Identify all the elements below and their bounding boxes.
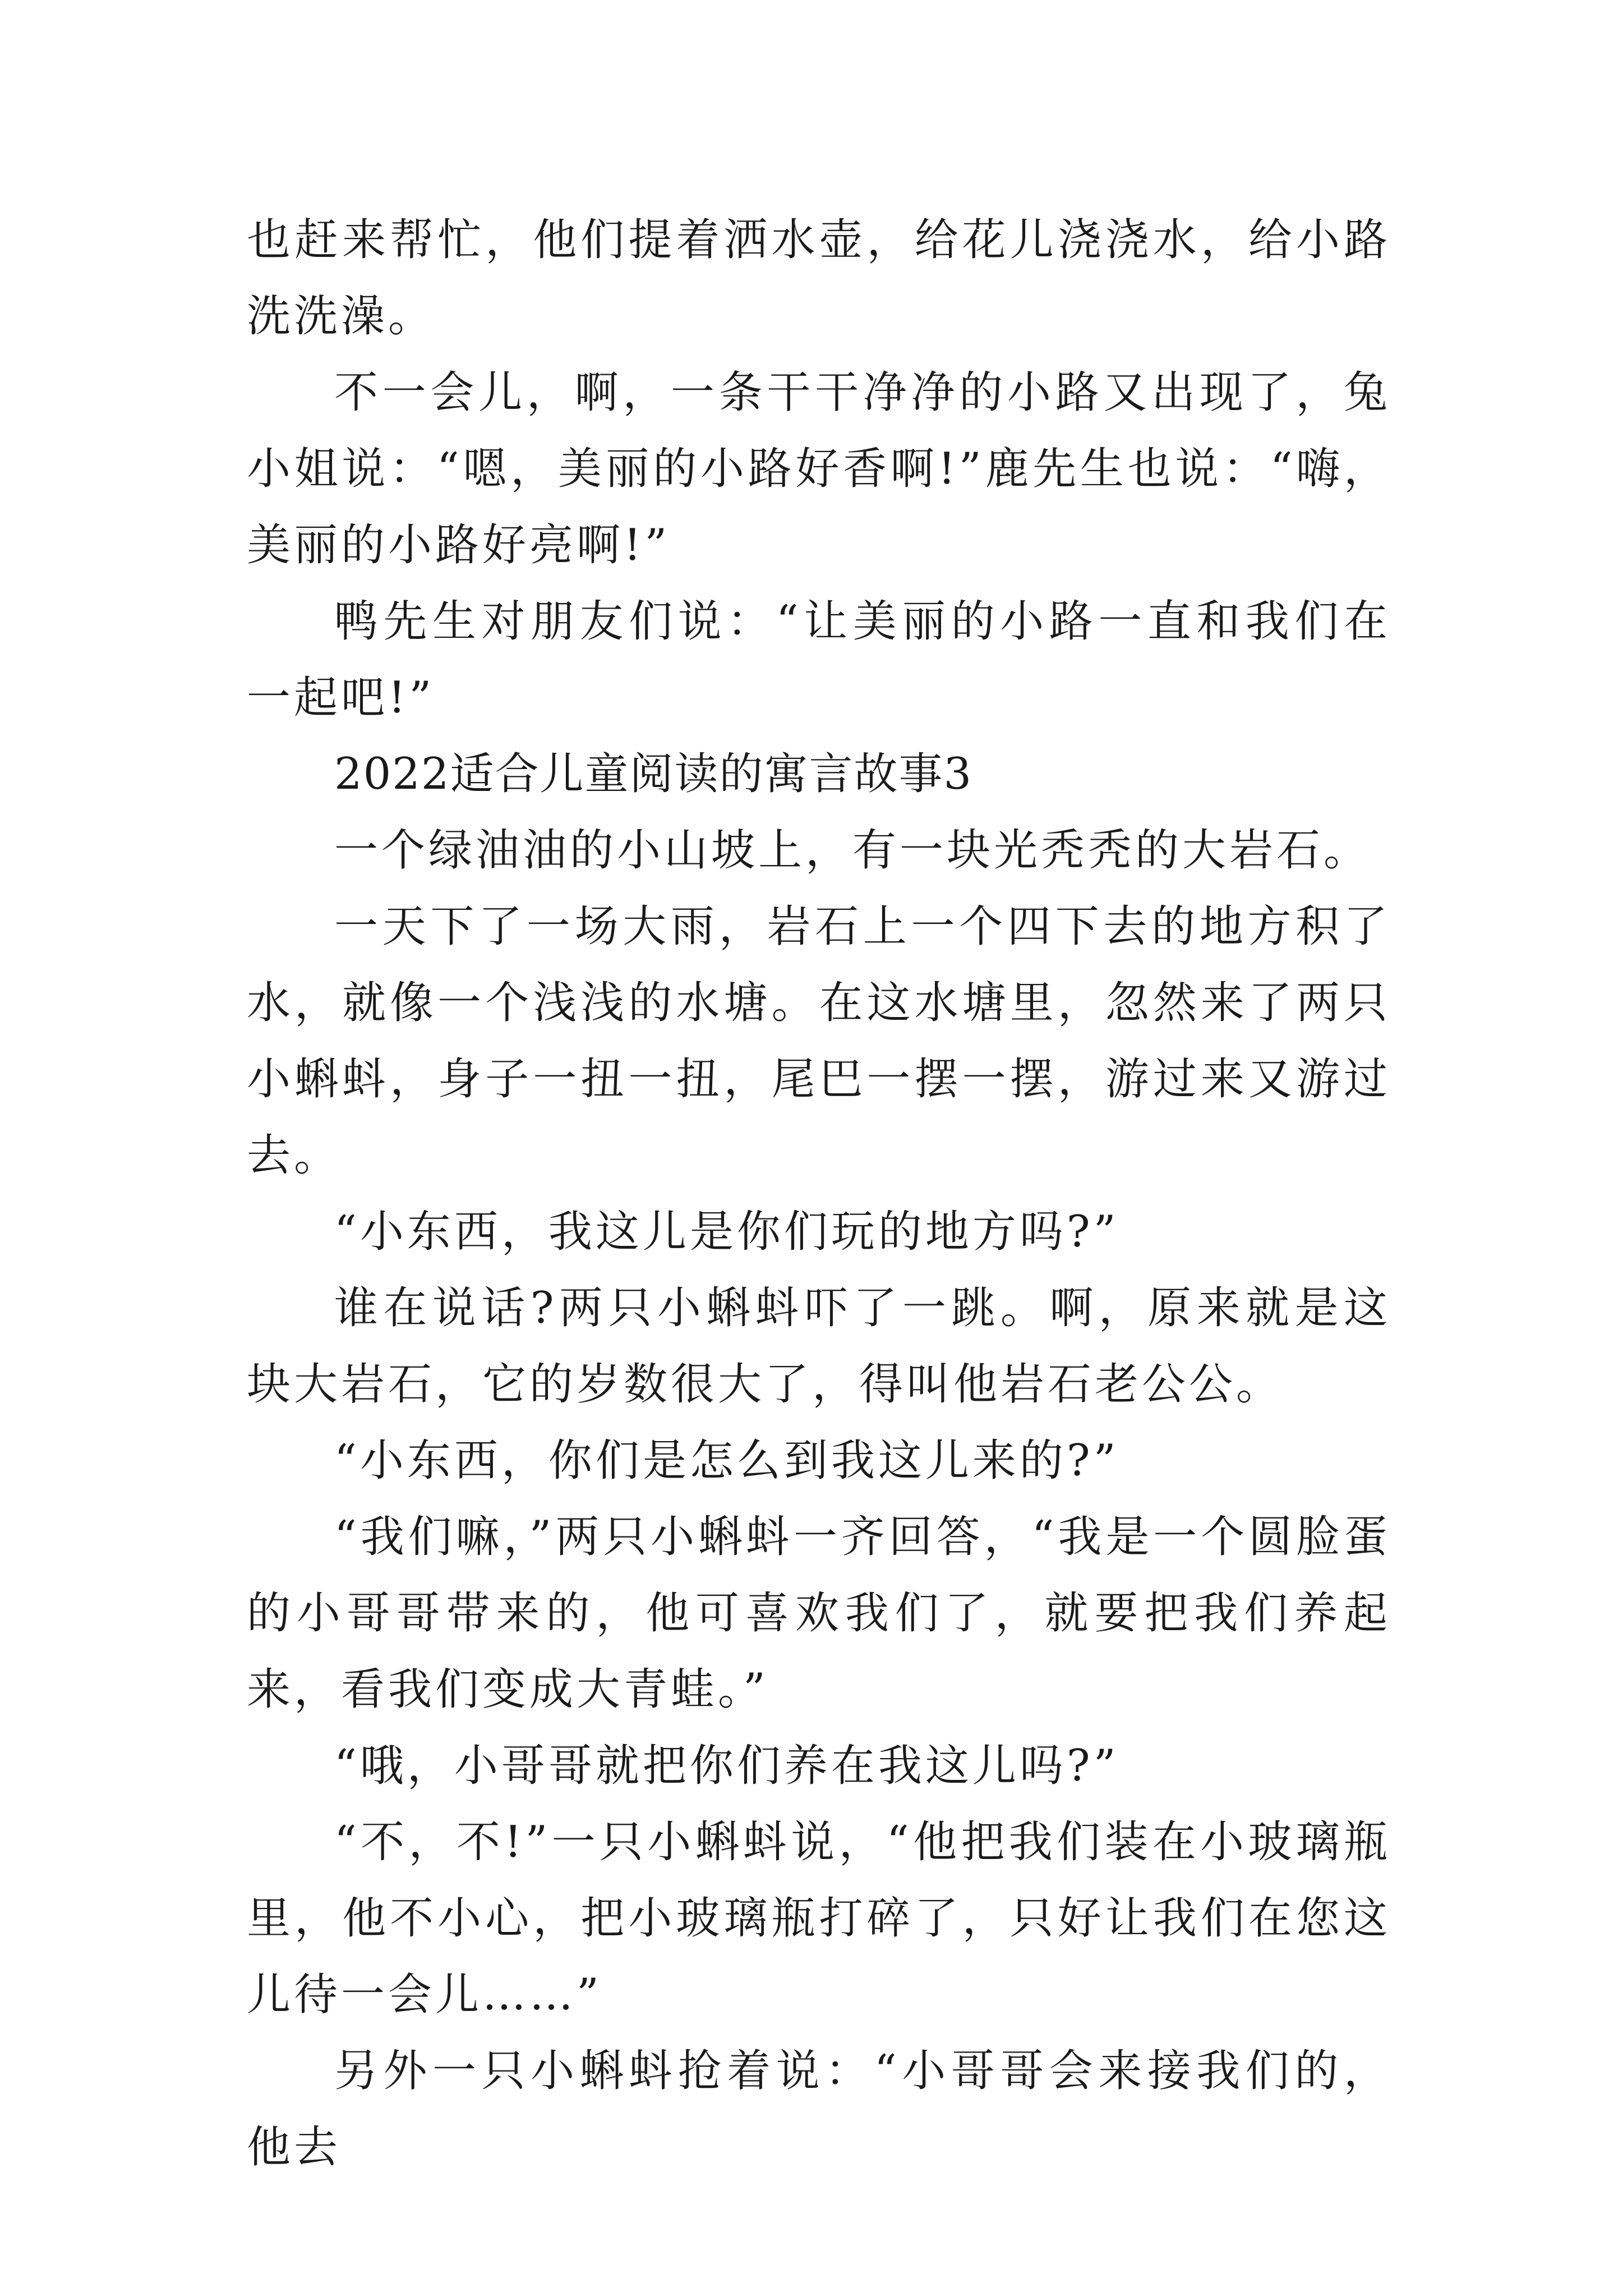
paragraph: “我们嘛，”两只小蝌蚪一齐回答，“我是一个圆脸蛋的小哥哥带来的，他可喜欢我们了，就要把我们养起来，看我们变成大青蛙。”: [247, 1512, 1391, 1715]
paragraph: 谁在说话?两只小蝌蚪吓了一跳。啊，原来就是这块大岩石，它的岁数很大了，得叫他岩石老公公。: [247, 1283, 1391, 1410]
paragraph: “不，不!”一只小蝌蚪说，“他把我们装在小玻璃瓶里，他不小心，把小玻璃瓶打碎了，只好让我们在您这儿待一会儿……”: [247, 1817, 1391, 2020]
paragraph: “小东西，你们是怎么到我这儿来的?”: [334, 1435, 1119, 1486]
story-heading: 2022适合儿童阅读的寓言故事3: [334, 749, 973, 799]
paragraph: 不一会儿，啊，一条干干净净的小路又出现了，兔小姐说：“嗯，美丽的小路好香啊!”鹿先生也说：“嗨，美丽的小路好亮啊!”: [247, 367, 1391, 570]
paragraph: 鸭先生对朋友们说：“让美丽的小路一直和我们在一起吧!”: [247, 596, 1391, 723]
paragraph: 一天下了一场大雨，岩石上一个四下去的地方积了水，就像一个浅浅的水塘。在这水塘里，忽然来了两只小蝌蚪，身子一扭一扭，尾巴一摆一摆，游过来又游过去。: [247, 901, 1391, 1181]
body-text: [247, 202, 1391, 2185]
paragraph: “哦，小哥哥就把你们养在我这儿吗?”: [334, 1741, 1119, 1791]
paragraph: 另外一只小蝌蚪抢着说：“小哥哥会来接我们的，他去: [247, 2046, 1391, 2173]
paragraph: 也赶来帮忙，他们提着洒水壶，给花儿浇浇水，给小路洗洗澡。: [247, 215, 1391, 342]
paragraph: “小东西，我这儿是你们玩的地方吗?”: [334, 1207, 1119, 1257]
paragraph: 一个绿油油的小山坡上，有一块光秃秃的大岩石。: [334, 825, 1371, 876]
